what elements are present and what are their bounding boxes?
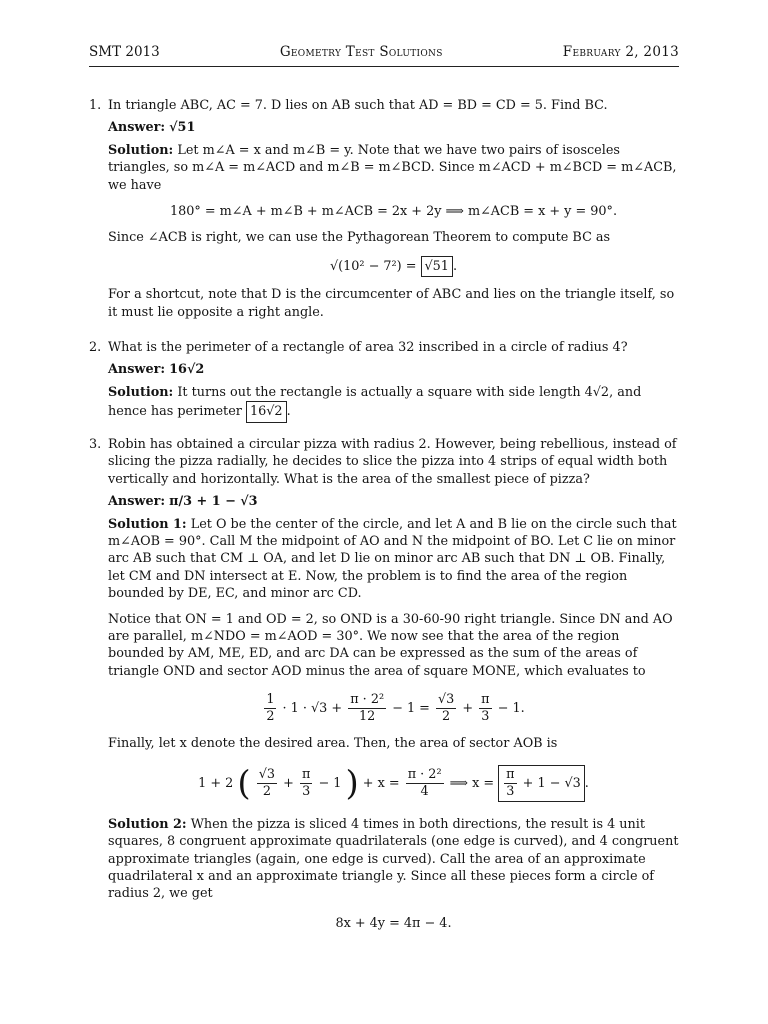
problem-question: What is the perimeter of a rectangle of area 32 inscribed in a circle of radius 4?: [108, 340, 628, 355]
solution-2-paragraph: [108, 816, 679, 903]
solution-paragraph-2: Since ∠ACB is right, we can use the Pythagorean Theorem to compute BC as: [108, 230, 611, 246]
left-paren: (: [237, 763, 251, 804]
equation-pieces: 8x + 4y = 4π − 4.: [335, 915, 452, 931]
header-rule: [89, 66, 679, 67]
equation-term: − 1 =: [392, 701, 430, 717]
problem-number: 2.: [89, 340, 102, 355]
equation-angle-sum: 180° = m∠A + m∠B + m∠ACB = 2x + 2y ⟹ m∠ACB = x + y = 90°.: [169, 204, 618, 220]
answer-line: [108, 493, 679, 510]
boxed-answer: 16√2: [246, 401, 287, 422]
fraction: $\frac{\text{π · 2²}}{4}$: [407, 766, 442, 799]
boxed-answer: √51: [421, 256, 453, 277]
equation-term: − 1: [318, 775, 342, 791]
header-left: SMT 2013: [89, 44, 160, 60]
solution-text: It turns out the rectangle is actually a square with side length 4√2, and hence has perimeter: [108, 384, 642, 420]
answer-label: Answer:: [108, 494, 166, 510]
problem-question: Robin has obtained a circular pizza with radius 2. However, being rebellious, instead of slicing the pizza radially, he decides to slice the pizza into 4 strips of equal width both vertically and horizontally. What is the area of the smallest piece of pizza?: [108, 437, 677, 487]
boxed-answer: $\frac{\pi}{3}$ + 1 − √3: [498, 765, 585, 802]
equation-area-sum: [108, 692, 679, 725]
solution-1-paragraph-3: Finally, let x denote the desired area. Then, the area of sector AOB is: [108, 736, 558, 752]
problem-question: In triangle ABC, AC = 7. D lies on AB such that AD = BD = CD = 5. Find BC.: [108, 98, 608, 113]
fraction: $\frac{√3}{2}$: [437, 692, 455, 725]
problem-1: [89, 97, 679, 321]
equation-end: .: [584, 775, 589, 791]
answer-value: π/3 + 1 − √3: [169, 494, 258, 510]
solution-end: .: [286, 404, 291, 420]
fraction: $\frac{√3}{2}$: [258, 766, 276, 799]
problem-2: [89, 339, 679, 423]
answer-line: [108, 361, 679, 378]
problem-3: [89, 436, 679, 941]
fraction: $\frac{\pi}{3}$: [506, 766, 515, 799]
problem-number: 3.: [89, 437, 102, 452]
page-header: [89, 44, 679, 64]
answer-label: Answer:: [108, 362, 166, 378]
fraction: $\frac{\text{π · 2²}}{12}$: [350, 692, 385, 725]
equation-term: ⟹ x =: [449, 775, 495, 791]
equation-term: · 1 · √3 +: [282, 701, 343, 717]
equation-term: +: [462, 701, 474, 717]
fraction: $\frac{1}{2}$: [266, 692, 275, 725]
solution-2-text: When the pizza is sliced 4 times in both directions, the result is 4 unit squares, 8 congruent approximate quadrilaterals (one edge is curved), and 4 congruent approximate triangles (again, one edge is curved). Call the area of an approximate quadrilateral x and an approximate triangle y. Since all these pieces form a circle of radius 2, we get: [108, 816, 679, 902]
solution-paragraph: [108, 142, 679, 194]
equation-term: − 1.: [497, 701, 525, 717]
solution-1-text: Let O be the center of the circle, and let A and B lie on the circle such that m∠AOB = 90°. Call M the midpoint of AO and N the midpoint of BO. Let C lie on minor arc AB such that CM ⊥ OA, and let D lie on minor arc AB such that DN ⊥ OB. Finally, let CM and DN intersect at E. Now, the problem is to find the area of the region bounded by DE, EC, and minor arc CD.: [108, 516, 677, 602]
solution-paragraph: [108, 384, 679, 423]
answer-line: [108, 119, 679, 136]
equation-end: .: [452, 258, 458, 274]
right-paren: ): [345, 763, 359, 804]
header-title: Geometry Test Solutions: [279, 44, 443, 60]
solution-1-paragraph-2: Notice that ON = 1 and OD = 2, so OND is a 30-60-90 right triangle. Since DN and AO are parallel, m∠NDO = m∠AOD = 30°. We now see that the area of the region bounded by AM, ME, ED, and arc DA can be expressed as the sum of the areas of triangle OND and sector AOD minus the area of square MONE, which evaluates to: [108, 611, 673, 679]
solution-label: Solution:: [108, 384, 174, 400]
solution-label: Solution:: [108, 142, 174, 158]
solution-1-paragraph: [108, 516, 679, 603]
header-date: February 2, 2013: [562, 44, 679, 60]
answer-value: 16√2: [169, 362, 205, 378]
solution-paragraph-3: For a shortcut, note that D is the circumcenter of ABC and lies on the triangle itself, so it must lie opposite a right angle.: [108, 287, 675, 320]
fraction: $\frac{\pi}{3}$: [301, 766, 311, 799]
problem-number: 1.: [89, 98, 102, 113]
equation-left: √(10² − 7²) =: [329, 258, 417, 274]
equation-term: +: [283, 775, 294, 791]
equation-term: 1 + 2: [198, 775, 234, 791]
fraction: $\frac{\pi}{3}$: [481, 692, 490, 725]
solution-1-label: Solution 1:: [108, 516, 187, 532]
answer-label: Answer:: [108, 120, 166, 136]
equation-pythagorean: [108, 256, 679, 277]
answer-value: √51: [169, 120, 196, 136]
solution-text: Let m∠A = x and m∠B = y. Note that we have two pairs of isosceles triangles, so m∠A = m∠ACD and m∠B = m∠BCD. Since m∠ACD + m∠BCD = m∠ACB, we have: [108, 142, 677, 193]
equation-sector-area: [108, 765, 679, 802]
equation-term: + x =: [362, 775, 400, 791]
solution-2-label: Solution 2:: [108, 816, 187, 832]
